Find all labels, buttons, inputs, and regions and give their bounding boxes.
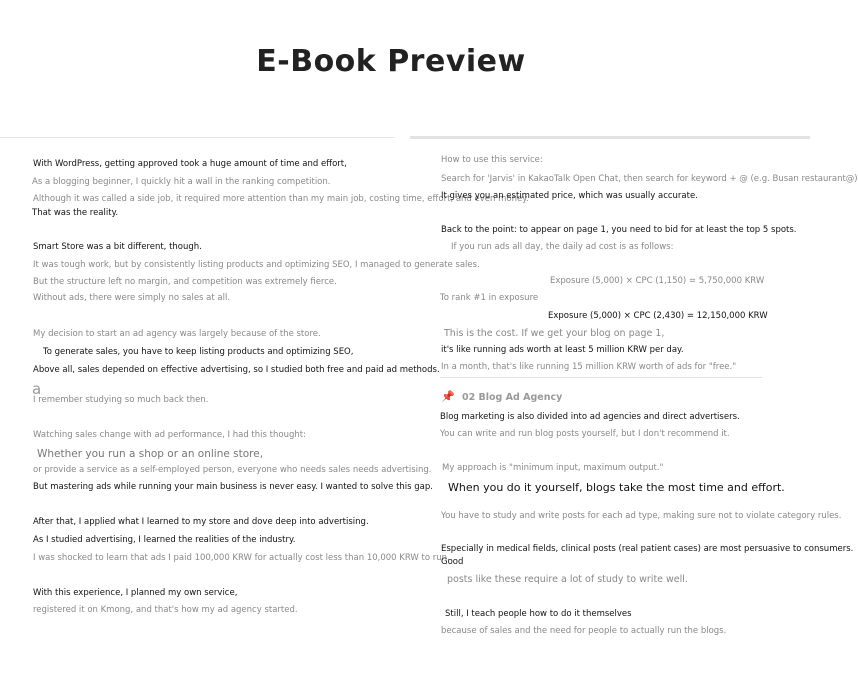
- text-line: In a month, that's like running 15 million KRW worth of ads for "free.": [441, 362, 737, 372]
- text-line: You have to study and write posts for each ad type, making sure not to violate category rules.: [441, 511, 842, 521]
- formula-line: Exposure (5,000) × CPC (1,150) = 5,750,000 KRW: [550, 276, 765, 286]
- text-line: If you run ads all day, the daily ad cost is as follows:: [451, 242, 674, 252]
- text-line: With WordPress, getting approved took a huge amount of time and effort,: [33, 159, 347, 169]
- stray-character: a: [32, 380, 42, 398]
- text-line: You can write and run blog posts yourself, but I don't recommend it.: [440, 429, 730, 439]
- text-line: because of sales and the need for people to actually run the blogs.: [441, 626, 727, 636]
- text-line: This is the cost. If we get your blog on page 1,: [444, 328, 665, 339]
- text-line: My approach is "minimum input, maximum output.": [442, 463, 664, 473]
- formula-line: Exposure (5,000) × CPC (2,430) = 12,150,000 KRW: [548, 311, 768, 321]
- text-line: It was tough work, but by consistently listing products and optimizing SEO, I managed to generate sales.: [33, 260, 480, 270]
- text-line: As I studied advertising, I learned the realities of the industry.: [33, 535, 296, 545]
- text-line: Although it was called a side job, it required more attention than my main job, costing time, effort, and even money.: [33, 194, 529, 204]
- text-line: it's like running ads worth at least 5 million KRW per day.: [441, 345, 684, 355]
- text-line: I remember studying so much back then.: [33, 395, 209, 405]
- text-line: After that, I applied what I learned to my store and dove deep into advertising.: [33, 517, 369, 527]
- text-line: Whether you run a shop or an online store,: [37, 448, 264, 460]
- text-line: Blog marketing is also divided into ad agencies and direct advertisers.: [440, 412, 740, 422]
- text-line: I was shocked to learn that ads I paid 100,000 KRW for actually cost less than 10,000 KRW to run.: [33, 553, 450, 563]
- text-line: But the structure left no margin, and competition was extremely fierce.: [33, 277, 337, 287]
- text-line: That was the reality.: [32, 208, 119, 218]
- text-line: Watching sales change with ad performance, I had this thought:: [33, 430, 306, 440]
- text-line: Back to the point: to appear on page 1, you need to bid for at least the top 5 spots.: [441, 225, 797, 235]
- text-line: registered it on Kmong, and that's how my ad agency started.: [33, 605, 298, 615]
- text-line: Especially in medical fields, clinical posts (real patient cases) are most persuasive to consumers.: [441, 544, 854, 554]
- text-line: With this experience, I planned my own service,: [33, 588, 238, 598]
- text-line: Search for 'Jarvis' in KakaoTalk Open Chat, then search for keyword + @ (e.g. Busan restaurant@): [441, 174, 858, 184]
- text-line: How to use this service:: [441, 155, 543, 165]
- text-line: My decision to start an ad agency was largely because of the store.: [33, 329, 321, 339]
- page-title: E-Book Preview: [256, 44, 526, 79]
- text-line: or provide a service as a self-employed person, everyone who needs sales needs advertising.: [33, 465, 432, 475]
- ebook-page-right: [410, 138, 858, 691]
- preview-header: [0, 0, 810, 137]
- section-divider: [440, 377, 762, 378]
- text-line: It gives you an estimated price, which was usually accurate.: [441, 191, 698, 201]
- text-line: To generate sales, you have to keep listing products and optimizing SEO,: [43, 347, 354, 357]
- section-heading: 02 Blog Ad Agency: [462, 392, 563, 403]
- text-line: Good: [441, 557, 464, 567]
- text-line: But mastering ads while running your main business is never easy. I wanted to solve this gap.: [33, 482, 433, 492]
- text-line: When you do it yourself, blogs take the most time and effort.: [448, 481, 785, 494]
- text-line: Still, I teach people how to do it themselves: [445, 609, 632, 619]
- text-line: Without ads, there were simply no sales at all.: [33, 293, 231, 303]
- text-line: Smart Store was a bit different, though.: [33, 242, 202, 252]
- text-line: posts like these require a lot of study to write well.: [447, 574, 688, 585]
- pushpin-icon: 📌: [441, 390, 455, 403]
- text-line: To rank #1 in exposure: [440, 293, 539, 303]
- text-line: As a blogging beginner, I quickly hit a wall in the ranking competition.: [32, 177, 331, 187]
- text-line: Above all, sales depended on effective advertising, so I studied both free and paid ad methods.: [33, 365, 440, 375]
